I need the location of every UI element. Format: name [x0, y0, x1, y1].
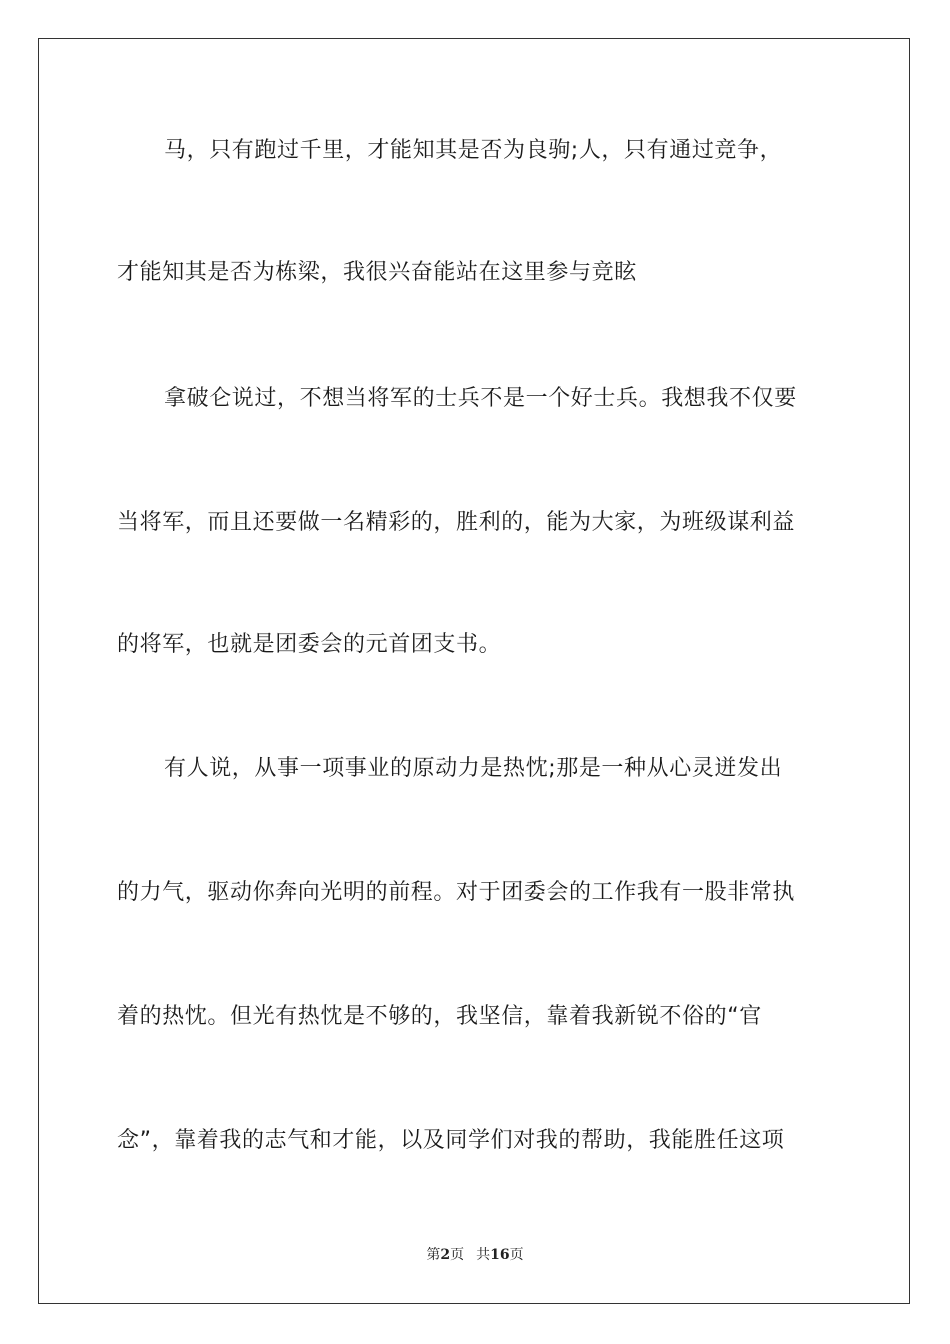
paragraph-line: 着的热忱。但光有热忱是不够的，我坚信，靠着我新锐不俗的“官: [117, 1004, 762, 1029]
page-total: 16: [490, 1247, 510, 1263]
paragraph-line: 当将军，而且还要做一名精彩的，胜利的，能为大家，为班级谋利益: [117, 510, 796, 535]
page-suffix: 页: [450, 1247, 465, 1263]
page-border: [38, 38, 910, 1304]
page-footer: [0, 1246, 950, 1264]
total-suffix: 页: [509, 1247, 524, 1263]
paragraph-line: 马，只有跑过千里，才能知其是否为良驹;人，只有通过竞争，: [164, 138, 783, 163]
paragraph-line: 才能知其是否为栋梁，我很兴奋能站在这里参与竞眩: [117, 260, 637, 285]
paragraph-line: 拿破仑说过，不想当将军的士兵不是一个好士兵。我想我不仅要: [164, 386, 797, 411]
paragraph-line: 有人说，从事一项事业的原动力是热忱;那是一种从心灵迸发出: [164, 756, 783, 781]
page-prefix: 第: [426, 1247, 441, 1263]
paragraph-line: 的力气，驱动你奔向光明的前程。对于团委会的工作我有一股非常执: [117, 880, 796, 905]
page-current: 2: [440, 1247, 451, 1263]
paragraph-line: 的将军，也就是团委会的元首团支书。: [117, 632, 502, 657]
paragraph-line: 念”，靠着我的志气和才能，以及同学们对我的帮助，我能胜任这项: [117, 1128, 785, 1153]
total-prefix: 共: [476, 1247, 491, 1263]
